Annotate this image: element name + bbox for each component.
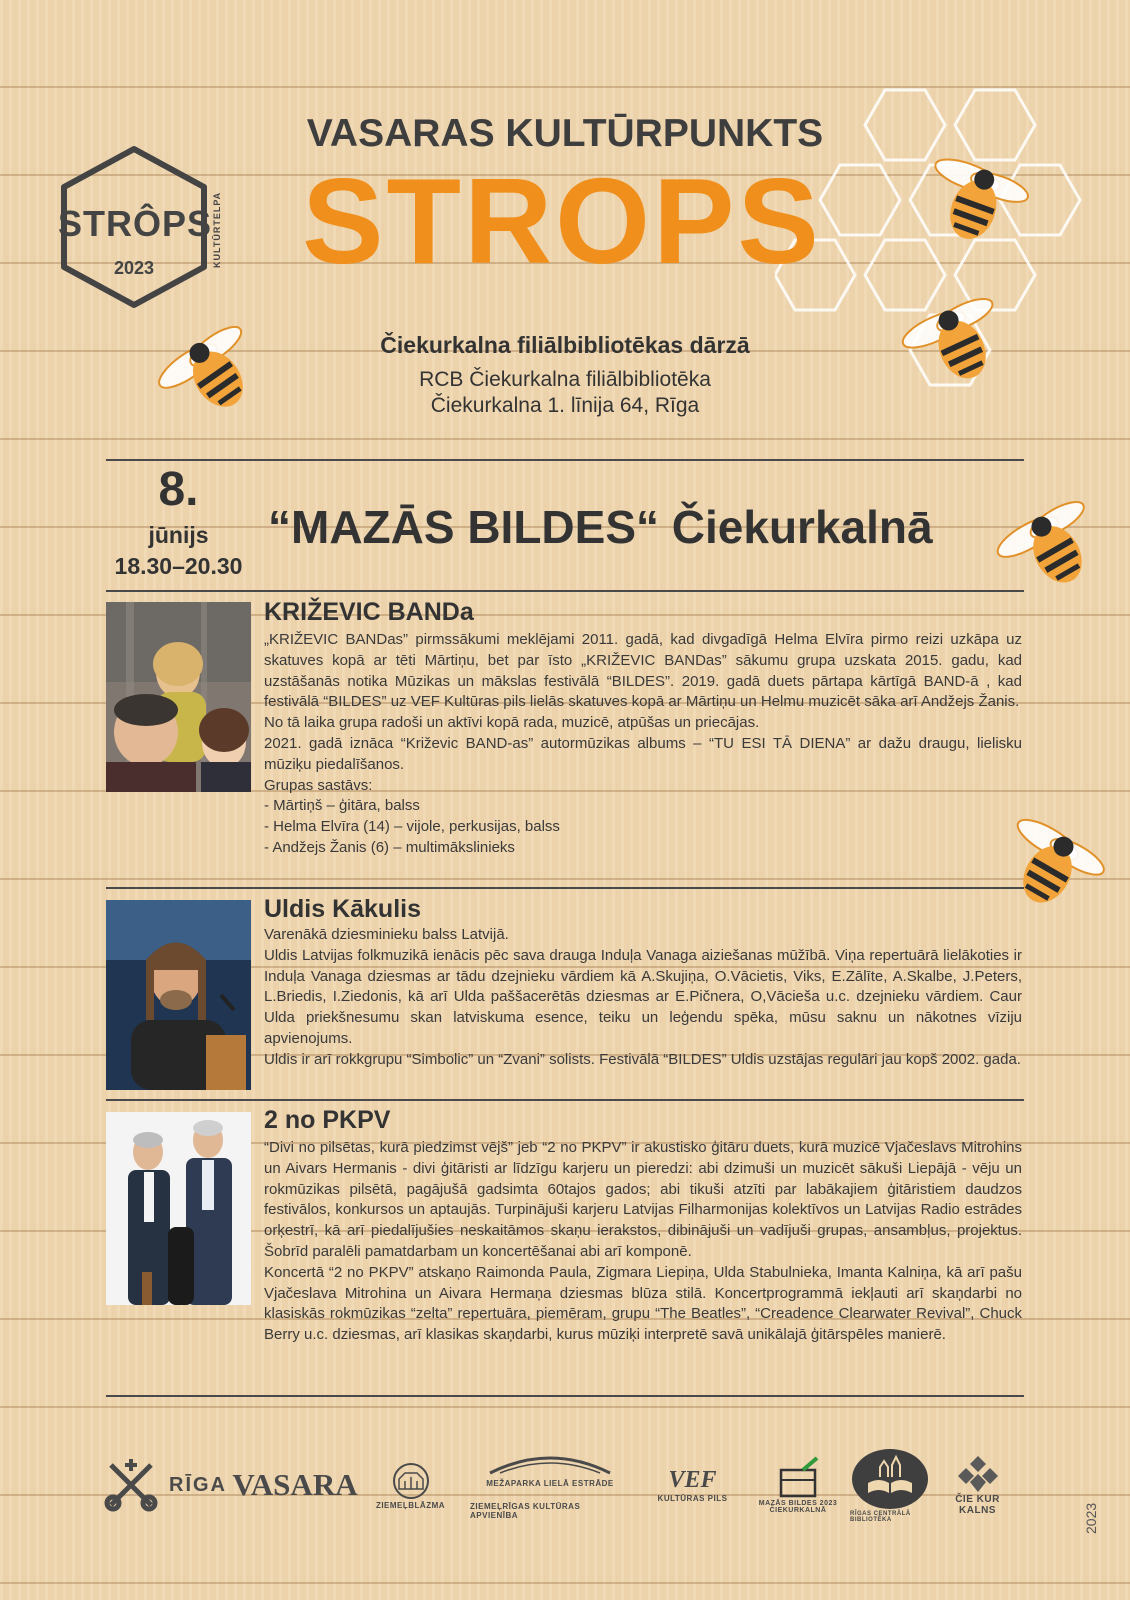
act-description bbox=[264, 925, 1022, 1071]
event-day: 8. bbox=[158, 463, 199, 516]
venue-main: Čiekurkalna filiālbibliotēkas dārzā bbox=[380, 332, 750, 358]
keys-icon bbox=[103, 1457, 159, 1513]
divider bbox=[106, 1395, 1024, 1397]
header-subtitle: VASARAS KULTŪRPUNKTS bbox=[306, 112, 824, 155]
logo-vasara-text: VASARA bbox=[232, 1467, 358, 1502]
logo-mezaparks bbox=[470, 1440, 630, 1530]
divider bbox=[106, 459, 1024, 461]
logo-ziemelblazma-text: ZIEMEĻBLĀZMA bbox=[375, 1500, 446, 1510]
logo-mazas-bildes-text: MAZĀS BILDES 2023 bbox=[758, 1500, 838, 1507]
bee-icon bbox=[895, 290, 1025, 400]
pinecone-icon bbox=[958, 1454, 998, 1494]
act-paragraph: Grupas sastāvs: bbox=[264, 776, 373, 794]
act-name: Uldis Kākulis bbox=[264, 895, 421, 923]
book-icon bbox=[850, 1447, 930, 1511]
venue-line-1: RCB Čiekurkalna filiālbibliotēka bbox=[419, 368, 711, 391]
ziemelblazma-emblem bbox=[381, 1461, 441, 1501]
logo-mazas-bildes-sub: ČIEKURKALNĀ bbox=[769, 1507, 827, 1514]
mezaparks-emblem bbox=[485, 1451, 615, 1479]
act-paragraph: Koncertā “2 no PKPV” atskaņo Raimonda Paula, Zigmara Liepiņa, Ulda Stabulnieka, Imanta Kalniņa, kā arī pašu Vjačeslava Mitrohina un Aivara Hermaņa dziesmas blūza stilā. Koncertprogrammā iekļauti arī skaņdarbi no klasiskās rokmūzikas “zelta” repertuāra, piemēram, grupu “The Beatles”, “Creadence Clearwater Revival”, Chuck Berry u.c. dziesmas, arī klasikas skaņdarbi, kurus mūziķi interpretē savā unikālajā ģitārspēles manierē. bbox=[264, 1263, 1022, 1344]
event-month: jūnijs bbox=[148, 522, 209, 548]
act-photo-krizevic bbox=[106, 602, 251, 792]
logo-ziemelblazma bbox=[368, 1440, 453, 1530]
logo-vasara bbox=[232, 1440, 358, 1530]
logo-rcb-text: RĪGAS CENTRĀLĀ BIBLIOTĒKA bbox=[850, 1511, 911, 1523]
divider bbox=[106, 590, 1024, 592]
act-paragraph: No tā laika grupa radoši un aktīvi kopā rada, muzicē, atpūšas un priecājas. bbox=[264, 714, 760, 732]
logo-vef bbox=[645, 1440, 740, 1530]
event-title: “MAZĀS BILDES“ Čiekurkalnā bbox=[268, 501, 933, 553]
sponsor-logos bbox=[100, 1440, 1050, 1530]
logo-vef-sub: KULTŪRAS PILS bbox=[657, 1494, 728, 1503]
logo-riga-text: RĪGA bbox=[169, 1473, 227, 1496]
piano-icon bbox=[773, 1456, 823, 1500]
act-paragraph: 2021. gadā iznāca “Križevic BAND-as” autormūzikas albums – “TU ESI TĀ DIENA” ar dažu draugu, lielisku mūziķu piedalīšanos. bbox=[264, 734, 1022, 773]
logo-ciekurkalns-text: ČIE KUR KALNS bbox=[955, 1494, 1000, 1516]
divider bbox=[106, 1099, 1024, 1101]
act-paragraph: - Mārtiņš – ģitāra, balss bbox=[264, 797, 420, 815]
header-title: STROPS bbox=[302, 153, 822, 289]
act-paragraph: - Helma Elvīra (14) – vijole, perkusijas, balss bbox=[264, 818, 560, 836]
bee-icon bbox=[910, 150, 1040, 260]
divider bbox=[106, 887, 1024, 889]
act-paragraph: Uldis Latvijas folkmuzikā ienācis pēc sava drauga Induļa Vanaga aiziešanas mūžībā. Viņa repertuārā lielākoties ir Induļa Vanaga dziesmas ar tādu dzejnieku vārdiem kā A.Skujiņa, O.Vācietis, Viks, E.Zālīte, A.Skalbe, J.Peters, L.Briedis, I.Ziedonis, kā arī Ulda paššacerētās dziesmas ar E.Pičnera, O,Vācieša u.c. dzejnieku vārdiem. Caur Ulda priekšnesumu skan latviskuma esence, teiku un leģendu spēka, mūsu saknu un nākotnes vīziju apvienojums. bbox=[264, 946, 1022, 1047]
logo-vef-text: VEF bbox=[668, 1467, 717, 1493]
event-time: 18.30–20.30 bbox=[114, 553, 243, 579]
logo-text: STRÔPS bbox=[58, 203, 213, 244]
logo-ciekurkalns bbox=[940, 1440, 1015, 1530]
act-paragraph: Uldis ir arī rokkgrupu “Simbolic” un “Zvani” solists. Festivālā “BILDES” Uldis uzstājas regulāri jau kopš 2002. gada. bbox=[264, 1050, 1021, 1068]
bee-icon bbox=[150, 320, 280, 430]
venue-line-2: Čiekurkalna 1. līnija 64, Rīga bbox=[430, 394, 700, 417]
act-paragraph: “Divi no pilsētas, kurā piedzimst vējš” jeb “2 no PKPV” ir akustisko ģitāru duets, kurā muzicē Vjačeslavs Mitrohins un Aivars Hermanis - divi ģitāristi ar līdzīgu karjeru un pieredzi: abi dzimuši un muzicēt sākuši Liepājā - vēju un rokmūzikas pilsētā, pagājušā gadsimta 60tajos gados; abi tikuši atzīti par labākajiem ģitāristiem daudzos festivālos, konkursos un aptaujās. Turpinājuši karjeru Latvijas Filharmonijas kolektīvos un Latvijas Radio estrādes orķestrī, kā arī piedalījušies neskaitāmos skaņu ierakstos, dibinājuši un vadījuši grupas, ansambļus, projektus. Šobrīd paralēli pamatdarbam un koncertēšanai abi arī komponē. bbox=[264, 1139, 1022, 1260]
act-name: 2 no PKPV bbox=[264, 1106, 391, 1134]
logo-ziemelrigas-text: ZIEMEĻRĪGAS KULTŪRAS APVIENĪBA bbox=[470, 1501, 581, 1520]
venue-block bbox=[250, 332, 880, 419]
act-description bbox=[264, 630, 1022, 859]
act-paragraph: Varenākā dziesminieku balss Latvijā. bbox=[264, 926, 509, 943]
act-description bbox=[264, 1138, 1022, 1346]
act-photo-kakulis bbox=[106, 900, 251, 1090]
logo-year: 2023 bbox=[113, 258, 155, 278]
vertical-label: KULTŪRTELPA bbox=[212, 191, 222, 268]
act-paragraph: „KRIŽEVIC BANDas” pirmssākumi meklējami 2011. gadā, kad divgadīgā Helma Elvīra pirmo reizi uzkāpa uz skatuves kopā ar tēti Mārtiņu, bet par īsto „KRIŽEVIC BANDas” sākumu grupa uzskata 2015. gadu, kad uzstāšanās notika Mūzikas un mākslas festivālā “BILDES”. 2019. gadā duets pārtapa kārtīgā BAND-ā , kad festivālā “BILDES” uz VEF Kultūras pils lielās skatuves kopā ar Mārtiņu un Helmu muzicēt sāka arī Andžejs Žanis. bbox=[264, 631, 1022, 711]
act-name: KRIŽEVIC BANDa bbox=[264, 598, 474, 626]
logo-rcb bbox=[850, 1440, 930, 1530]
act-photo-pkpv bbox=[106, 1112, 251, 1305]
logo-riga bbox=[105, 1440, 225, 1530]
act-paragraph: - Andžejs Žanis (6) – multimākslinieks bbox=[264, 838, 515, 856]
logo-mezaparks-text: MEŽAPARKA LIELĀ ESTRĀDE bbox=[486, 1478, 614, 1488]
footer-year: 2023 bbox=[1083, 1502, 1099, 1534]
logo-mazas-bildes bbox=[758, 1440, 838, 1530]
